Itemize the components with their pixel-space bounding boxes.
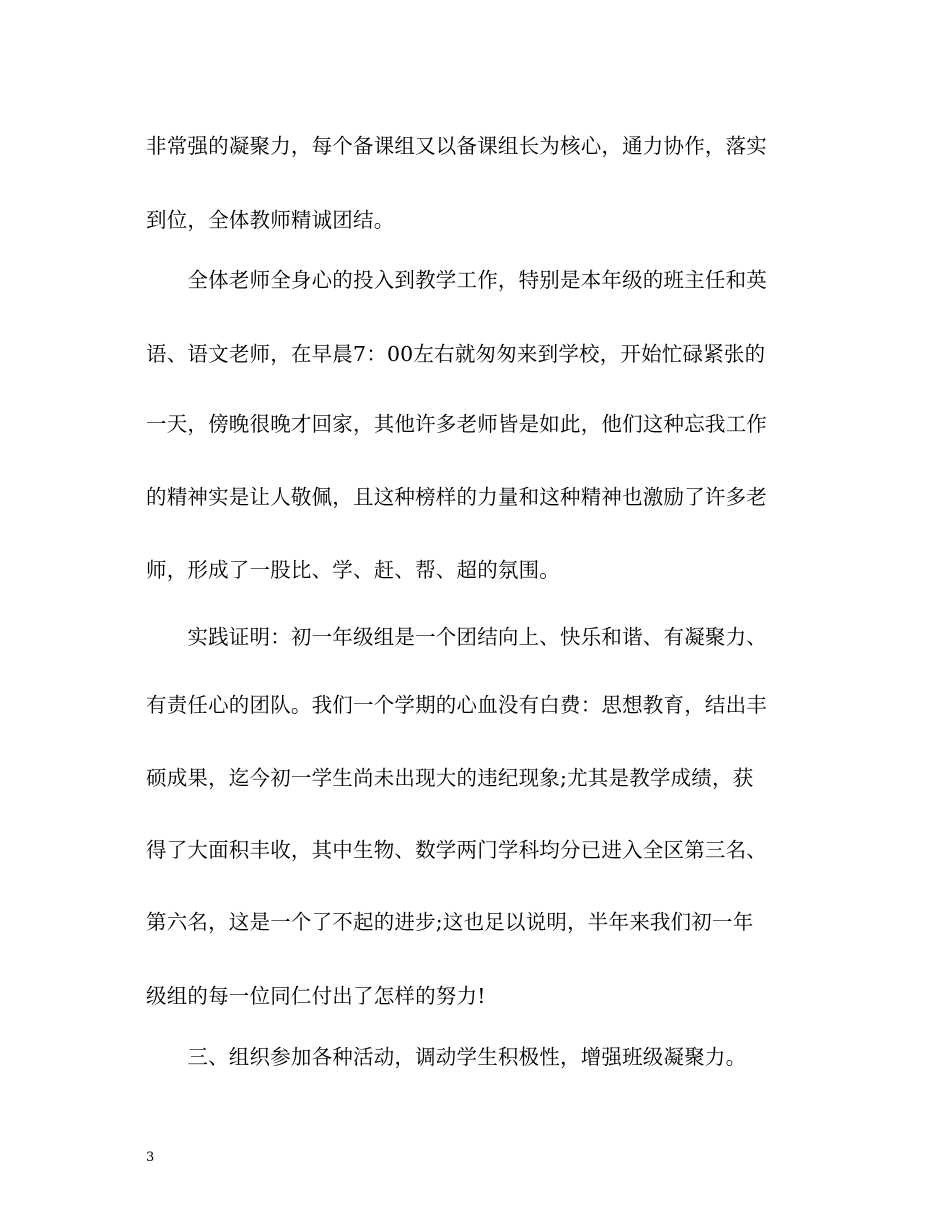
text-line: 得了大面积丰收，其中生物、数学两门学科均分已进入全区第三名、 — [146, 838, 767, 862]
text-line: 全体老师全身心的投入到教学工作，特别是本年级的班主任和英 — [146, 268, 767, 292]
text-line: 到位，全体教师精诚团结。 — [146, 208, 395, 232]
text-line: 实践证明：初一年级组是一个团结向上、快乐和谐、有凝聚力、 — [146, 625, 767, 649]
text-line: 有责任心的团队。我们一个学期的心血没有白费：思想教育，结出丰 — [146, 693, 767, 717]
text-line: 级组的每一位同仁付出了怎样的努力! — [146, 984, 486, 1008]
text-line: 三、组织参加各种活动，调动学生积极性，增强班级凝聚力。 — [146, 1045, 747, 1069]
text-line: 非常强的凝聚力，每个备课组又以备课组长为核心，通力协作，落实 — [146, 134, 767, 158]
text-line: 的精神实是让人敬佩，且这种榜样的力量和这种精神也激励了许多老 — [146, 485, 767, 509]
text-line: 第六名，这是一个了不起的进步;这也足以说明，半年来我们初一年 — [146, 910, 754, 934]
text-line: 一天，傍晚很晚才回家，其他许多老师皆是如此，他们这种忘我工作 — [146, 412, 767, 436]
page-number: 3 — [146, 1150, 155, 1165]
text-line: 师，形成了一股比、学、赶、帮、超的氛围。 — [146, 558, 560, 582]
text-line: 硕成果，迄今初一学生尚未出现大的违纪现象;尤其是教学成绩，获 — [146, 766, 754, 790]
text-line: 语、语文老师，在早晨7：00左右就匆匆来到学校，开始忙碌紧张的 — [146, 342, 766, 366]
